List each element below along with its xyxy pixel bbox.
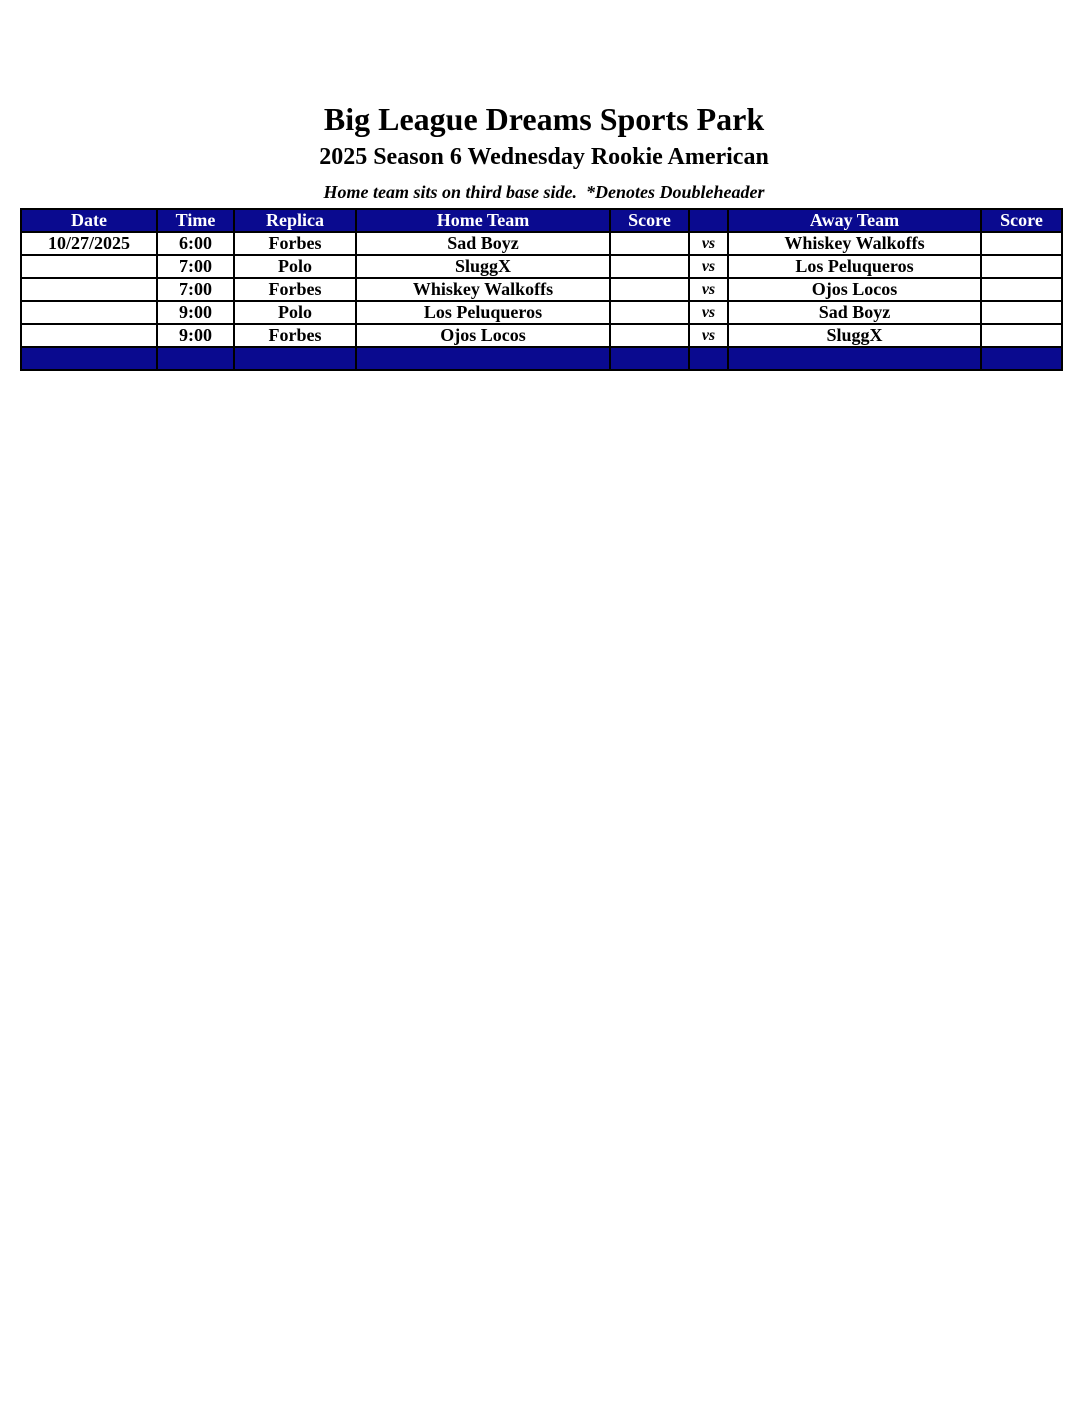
footer-cell — [728, 347, 981, 370]
column-header-away-team: Away Team — [728, 209, 981, 232]
game-time: 6:00 — [157, 232, 234, 255]
home-team: SluggX — [356, 255, 610, 278]
vs-label: vs — [689, 324, 728, 347]
home-score — [610, 255, 689, 278]
home-team: Los Peluqueros — [356, 301, 610, 324]
column-header-home-team: Home Team — [356, 209, 610, 232]
game-date — [21, 255, 157, 278]
game-date: 10/27/2025 — [21, 232, 157, 255]
home-score — [610, 301, 689, 324]
footer-cell — [157, 347, 234, 370]
away-team: Los Peluqueros — [728, 255, 981, 278]
away-score — [981, 255, 1062, 278]
away-score — [981, 324, 1062, 347]
table-row — [21, 255, 1062, 278]
game-time: 7:00 — [157, 278, 234, 301]
page-subtitle: 2025 Season 6 Wednesday Rookie American — [319, 144, 769, 170]
column-header-date: Date — [21, 209, 157, 232]
column-header-home-score: Score — [610, 209, 689, 232]
away-team: SluggX — [728, 324, 981, 347]
game-date — [21, 301, 157, 324]
vs-label: vs — [689, 301, 728, 324]
column-header-replica: Replica — [234, 209, 356, 232]
table-header-row — [21, 209, 1062, 232]
footer-cell — [610, 347, 689, 370]
footer-cell — [689, 347, 728, 370]
table-row — [21, 301, 1062, 324]
away-score — [981, 232, 1062, 255]
vs-label: vs — [689, 232, 728, 255]
away-team: Whiskey Walkoffs — [728, 232, 981, 255]
page-title: Big League Dreams Sports Park — [323, 101, 765, 137]
away-score — [981, 301, 1062, 324]
schedule-note: Home team sits on third base side. *Denotes Doubleheader — [323, 182, 765, 202]
away-score — [981, 278, 1062, 301]
away-team: Sad Boyz — [728, 301, 981, 324]
column-header-time: Time — [157, 209, 234, 232]
footer-cell — [981, 347, 1062, 370]
game-time: 9:00 — [157, 301, 234, 324]
home-team: Whiskey Walkoffs — [356, 278, 610, 301]
vs-label: vs — [689, 278, 728, 301]
schedule-table — [20, 208, 1063, 371]
table-footer-bar — [21, 347, 1062, 370]
game-time: 7:00 — [157, 255, 234, 278]
table-row — [21, 324, 1062, 347]
footer-cell — [234, 347, 356, 370]
home-team: Ojos Locos — [356, 324, 610, 347]
column-header-vs — [689, 209, 728, 232]
home-score — [610, 324, 689, 347]
game-replica: Polo — [234, 301, 356, 324]
table-row — [21, 232, 1062, 255]
game-replica: Polo — [234, 255, 356, 278]
home-score — [610, 232, 689, 255]
column-header-away-score: Score — [981, 209, 1062, 232]
game-date — [21, 278, 157, 301]
table-row — [21, 278, 1062, 301]
away-team: Ojos Locos — [728, 278, 981, 301]
footer-cell — [21, 347, 157, 370]
home-team: Sad Boyz — [356, 232, 610, 255]
footer-cell — [356, 347, 610, 370]
game-replica: Forbes — [234, 324, 356, 347]
game-replica: Forbes — [234, 232, 356, 255]
home-score — [610, 278, 689, 301]
game-time: 9:00 — [157, 324, 234, 347]
game-replica: Forbes — [234, 278, 356, 301]
vs-label: vs — [689, 255, 728, 278]
game-date — [21, 324, 157, 347]
